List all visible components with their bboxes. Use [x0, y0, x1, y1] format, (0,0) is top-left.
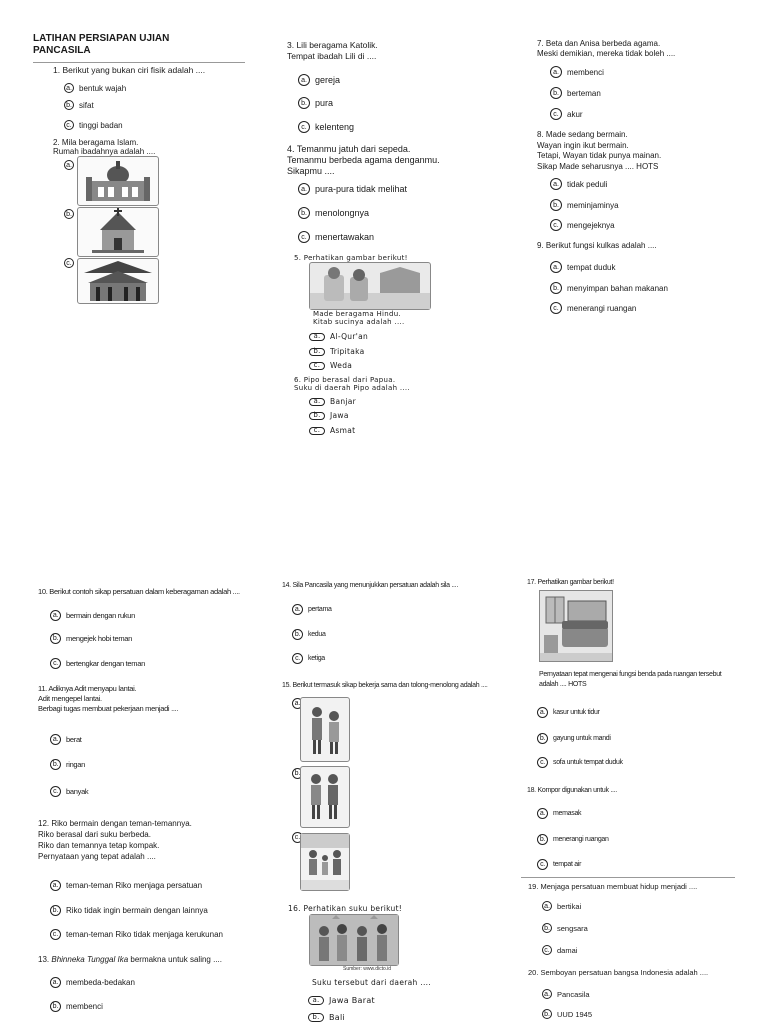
option-text: meminjaminya	[567, 200, 619, 210]
q17-option-c[interactable]	[537, 757, 623, 768]
q16-option-a[interactable]	[308, 996, 375, 1005]
page-title: LATIHAN PERSIAPAN UJIAN PANCASILA	[33, 33, 170, 56]
option-letter: c.	[298, 231, 310, 243]
q13-option-a[interactable]	[50, 977, 135, 988]
q10-option-b[interactable]	[50, 633, 132, 644]
q4-option-a[interactable]	[298, 183, 407, 195]
option-text: damai	[557, 945, 578, 955]
option-text: Asmat	[330, 426, 356, 435]
option-letter: c.	[550, 219, 562, 231]
option-text: sifat	[79, 100, 94, 110]
option-letter: a.	[542, 989, 552, 999]
q20-option-a[interactable]	[542, 989, 590, 999]
q6-option-b[interactable]	[309, 411, 349, 420]
option-text: banyak	[66, 787, 89, 796]
question-10: 10. Berikut contoh sikap persatuan dalam keberagaman adalah ....	[38, 587, 240, 596]
option-text: menerangi ruangan	[553, 836, 609, 843]
option-text: gereja	[315, 75, 341, 85]
option-text: UUD 1945	[557, 1009, 593, 1019]
option-text: Weda	[330, 361, 353, 370]
question-19: 19. Menjaga persatuan membuat hidup menjadi ....	[528, 882, 698, 891]
q16-option-b[interactable]	[308, 1013, 345, 1022]
q14-option-c[interactable]	[292, 653, 325, 664]
option-letter: b.	[550, 199, 562, 211]
option-letter: b.	[292, 629, 303, 640]
q13-motto: Bhinneka Tunggal Ika	[51, 955, 129, 964]
option-letter: c.	[309, 362, 325, 370]
q18-option-c[interactable]	[537, 859, 581, 870]
option-text: Jawa	[330, 411, 349, 420]
q5-option-c[interactable]	[309, 361, 352, 370]
option-text: Al-Qur'an	[330, 332, 369, 341]
option-letter: b.	[50, 633, 61, 644]
option-text: membeda-bedakan	[66, 978, 135, 987]
q14-option-a[interactable]	[292, 604, 332, 615]
option-text: tinggi badan	[79, 120, 123, 130]
q9-option-a[interactable]	[550, 261, 615, 273]
q1-option-a[interactable]	[64, 83, 126, 93]
q13-number: 13.	[38, 955, 50, 964]
q5-option-a[interactable]	[309, 332, 368, 341]
option-letter: c.	[50, 658, 61, 669]
q16-caption: Suku tersebut dari daerah ....	[312, 978, 431, 987]
q7-option-b[interactable]	[550, 87, 601, 99]
question-13	[38, 954, 222, 965]
option-letter: b.	[64, 209, 74, 219]
option-letter: a.	[298, 74, 310, 86]
option-text: pertama	[308, 606, 332, 613]
option-letter: c.	[309, 427, 325, 435]
kids-playing-image	[300, 766, 350, 828]
question-12: 12. Riko bermain dengan teman-temannya. Riko berasal dari suku berbeda. Riko dan temannya tetap kompak. Pernyataan yang tepat adalah ....	[38, 819, 192, 861]
traditional-dance-image	[309, 914, 399, 966]
q8-option-a[interactable]	[550, 178, 607, 190]
q14-option-b[interactable]	[292, 629, 326, 640]
option-letter: a.	[308, 996, 324, 1005]
q9-option-b[interactable]	[550, 282, 668, 294]
option-text: menyimpan bahan makanan	[567, 283, 668, 293]
q5-caption: Made beragama Hindu. Kitab sucinya adalah ....	[313, 310, 405, 326]
bedroom-image	[539, 590, 613, 662]
q9-option-c[interactable]	[550, 302, 636, 314]
family-walking-image	[300, 833, 350, 891]
option-letter: a.	[292, 604, 303, 615]
balinese-scene-image	[309, 262, 431, 310]
option-text: mengejek hobi teman	[66, 634, 133, 643]
q1-option-c[interactable]	[64, 120, 123, 130]
q18-option-a[interactable]	[537, 808, 581, 819]
option-letter: a.	[542, 901, 552, 911]
option-letter: c.	[542, 945, 552, 955]
option-text: gayung untuk mandi	[553, 735, 611, 742]
option-text: akur	[567, 109, 583, 119]
option-letter: b.	[537, 834, 548, 845]
option-letter: a.	[537, 707, 548, 718]
q4-option-b[interactable]	[298, 207, 369, 219]
q18-option-b[interactable]	[537, 834, 609, 845]
option-text: pura	[315, 98, 334, 108]
option-letter: b.	[542, 1009, 552, 1019]
option-text: menerangi ruangan	[567, 303, 637, 313]
option-text: berteman	[567, 88, 601, 98]
option-letter: b.	[550, 87, 562, 99]
q6-option-a[interactable]	[309, 397, 356, 406]
question-17: 17. Perhatikan gambar berikut!	[527, 579, 614, 586]
q6-option-c[interactable]	[309, 426, 355, 435]
option-text: berat	[66, 735, 82, 744]
option-text: Banjar	[330, 397, 357, 406]
option-text: Pancasila	[557, 989, 590, 999]
q11-option-c[interactable]	[50, 786, 88, 797]
option-text: sofa untuk tempat duduk	[553, 759, 623, 766]
q3-option-c[interactable]	[298, 121, 354, 133]
option-letter: a.	[50, 880, 61, 891]
option-letter: c.	[537, 859, 548, 870]
q12-option-b[interactable]	[50, 905, 208, 916]
q17-option-b[interactable]	[537, 733, 611, 744]
option-letter: b.	[50, 1001, 61, 1012]
option-text: ringan	[66, 760, 86, 769]
option-letter: b.	[64, 100, 74, 110]
option-letter: a.	[64, 160, 74, 170]
question-4: 4. Temanmu jatuh dari sepeda. Temanmu berbeda agama denganmu. Sikapmu ....	[287, 144, 440, 176]
option-letter: a.	[550, 66, 562, 78]
option-letter: a.	[50, 610, 61, 621]
option-letter: b.	[50, 759, 61, 770]
question-16: 16. Perhatikan suku berikut!	[288, 904, 403, 913]
option-text: bermain dengan rukun	[66, 611, 136, 620]
option-letter: b.	[308, 1013, 324, 1022]
option-letter: c.	[50, 786, 61, 797]
option-text: bentuk wajah	[79, 83, 127, 93]
option-letter: a.	[309, 333, 325, 341]
q13-option-b[interactable]	[50, 1001, 103, 1012]
option-text: menolongnya	[315, 208, 370, 218]
option-text: Tripitaka	[330, 347, 365, 356]
option-text: membenci	[567, 67, 604, 77]
option-letter: a.	[64, 83, 74, 93]
option-text: bertikai	[557, 901, 582, 911]
option-text: tidak peduli	[567, 179, 608, 189]
option-text: Jawa Barat	[329, 996, 375, 1005]
q13-text: bermakna untuk saling ....	[128, 955, 222, 964]
question-18: 18. Kompor digunakan untuk ....	[527, 787, 617, 794]
option-text: menertawakan	[315, 232, 375, 242]
option-letter: a.	[50, 977, 61, 988]
q10-option-c[interactable]	[50, 658, 145, 669]
option-letter: c.	[292, 653, 303, 664]
q5-option-b[interactable]	[309, 347, 365, 356]
option-text: tempat air	[553, 861, 582, 868]
q19-option-b[interactable]	[542, 923, 588, 933]
option-letter: b.	[50, 905, 61, 916]
q12-option-a[interactable]	[50, 880, 202, 891]
question-1: 1. Berikut yang bukan ciri fisik adalah ....	[53, 65, 206, 75]
option-text: mengejeknya	[567, 220, 615, 230]
option-letter: b.	[292, 768, 303, 779]
q11-option-b[interactable]	[50, 759, 85, 770]
q3-option-a[interactable]	[298, 74, 340, 86]
option-letter: b.	[309, 348, 325, 356]
option-letter: b.	[542, 923, 552, 933]
option-letter: b.	[550, 282, 562, 294]
q19-option-a[interactable]	[542, 901, 581, 911]
option-text: kelenteng	[315, 122, 355, 132]
question-7: 7. Beta dan Anisa berbeda agama. Meski demikian, mereka tidak boleh ....	[537, 39, 676, 58]
option-letter: a.	[537, 808, 548, 819]
q10-option-a[interactable]	[50, 610, 135, 621]
option-text: sengsara	[557, 923, 588, 933]
q7-option-c[interactable]	[550, 108, 583, 120]
question-15: 15. Berikut termasuk sikap bekerja sama dan tolong-menolong adalah ....	[282, 682, 488, 689]
question-11: 11. Adiknya Adit menyapu lantai. Adit mengepel lantai. Berbagi tugas membuat pekerjaan menjadi ....	[38, 684, 179, 713]
option-letter: c.	[64, 258, 74, 268]
option-letter: c.	[550, 302, 562, 314]
option-letter: b.	[537, 733, 548, 744]
option-text: Bali	[329, 1013, 346, 1022]
q17-option-a[interactable]	[537, 707, 600, 718]
question-3: 3. Lili beragama Katolik. Tempat ibadah Lili di ....	[287, 40, 378, 61]
question-6: 6. Pipo berasal dari Papua. Suku di daerah Pipo adalah ....	[294, 376, 410, 392]
option-text: membenci	[66, 1002, 103, 1011]
option-letter: c.	[64, 120, 74, 130]
option-letter: a.	[550, 261, 562, 273]
people-helping-image	[300, 697, 350, 762]
option-text: Riko tidak ingin bermain dengan lainnya	[66, 906, 208, 915]
question-8: 8. Made sedang bermain. Wayan ingin ikut bermain. Tetapi, Wayan tidak punya mainan. Sikap Made seharusnya .... HOTS	[537, 130, 662, 171]
option-text: teman-teman Riko tidak menjaga kerukunan	[66, 930, 223, 939]
section-divider	[521, 877, 735, 878]
q17-text: Pernyataan tepat mengenai fungsi benda pada ruangan tersebut adalah .... HOTS	[539, 671, 722, 688]
option-text: kedua	[308, 631, 326, 638]
option-letter: a.	[550, 178, 562, 190]
q8-option-c[interactable]	[550, 219, 615, 231]
title-divider	[33, 62, 245, 63]
option-letter: a.	[298, 183, 310, 195]
option-text: tempat duduk	[567, 262, 616, 272]
option-text: bertengkar dengan teman	[66, 659, 145, 668]
option-text: kasur untuk tidur	[553, 709, 600, 716]
option-text: teman-teman Riko menjaga persatuan	[66, 881, 203, 890]
question-9: 9. Berikut fungsi kulkas adalah ....	[537, 241, 657, 250]
q11-option-a[interactable]	[50, 734, 82, 745]
option-text: pura-pura tidak melihat	[315, 184, 408, 194]
mosque-image	[77, 156, 159, 206]
option-text: ketiga	[308, 655, 325, 662]
option-letter: c.	[50, 929, 61, 940]
q20-option-b[interactable]	[542, 1009, 592, 1019]
q1-option-b[interactable]	[64, 100, 94, 110]
q3-option-b[interactable]	[298, 97, 333, 109]
question-5: 5. Perhatikan gambar berikut!	[294, 254, 408, 262]
question-2: 2. Mila beragama Islam. Rumah ibadahnya adalah ....	[53, 138, 156, 156]
q7-option-a[interactable]	[550, 66, 604, 78]
option-letter: c.	[298, 121, 310, 133]
q12-option-c[interactable]	[50, 929, 223, 940]
option-letter: a.	[309, 398, 325, 406]
church-image	[77, 207, 159, 257]
temple-image	[77, 258, 159, 304]
option-letter: a.	[50, 734, 61, 745]
question-14: 14. Sila Pancasila yang menunjukkan persatuan adalah sila ....	[282, 582, 458, 589]
option-letter: b.	[309, 412, 325, 420]
option-letter: a.	[292, 698, 303, 709]
option-letter: b.	[298, 97, 310, 109]
option-text: memasak	[553, 810, 582, 817]
option-letter: b.	[298, 207, 310, 219]
q19-option-c[interactable]	[542, 945, 577, 955]
q4-option-c[interactable]	[298, 231, 374, 243]
option-letter: c.	[292, 832, 303, 843]
image-source: Sumber: www.dicto.id	[343, 966, 392, 972]
q8-option-b[interactable]	[550, 199, 619, 211]
question-20: 20. Semboyan persatuan bangsa Indonesia adalah ....	[528, 968, 709, 977]
option-letter: c.	[537, 757, 548, 768]
option-letter: c.	[550, 108, 562, 120]
